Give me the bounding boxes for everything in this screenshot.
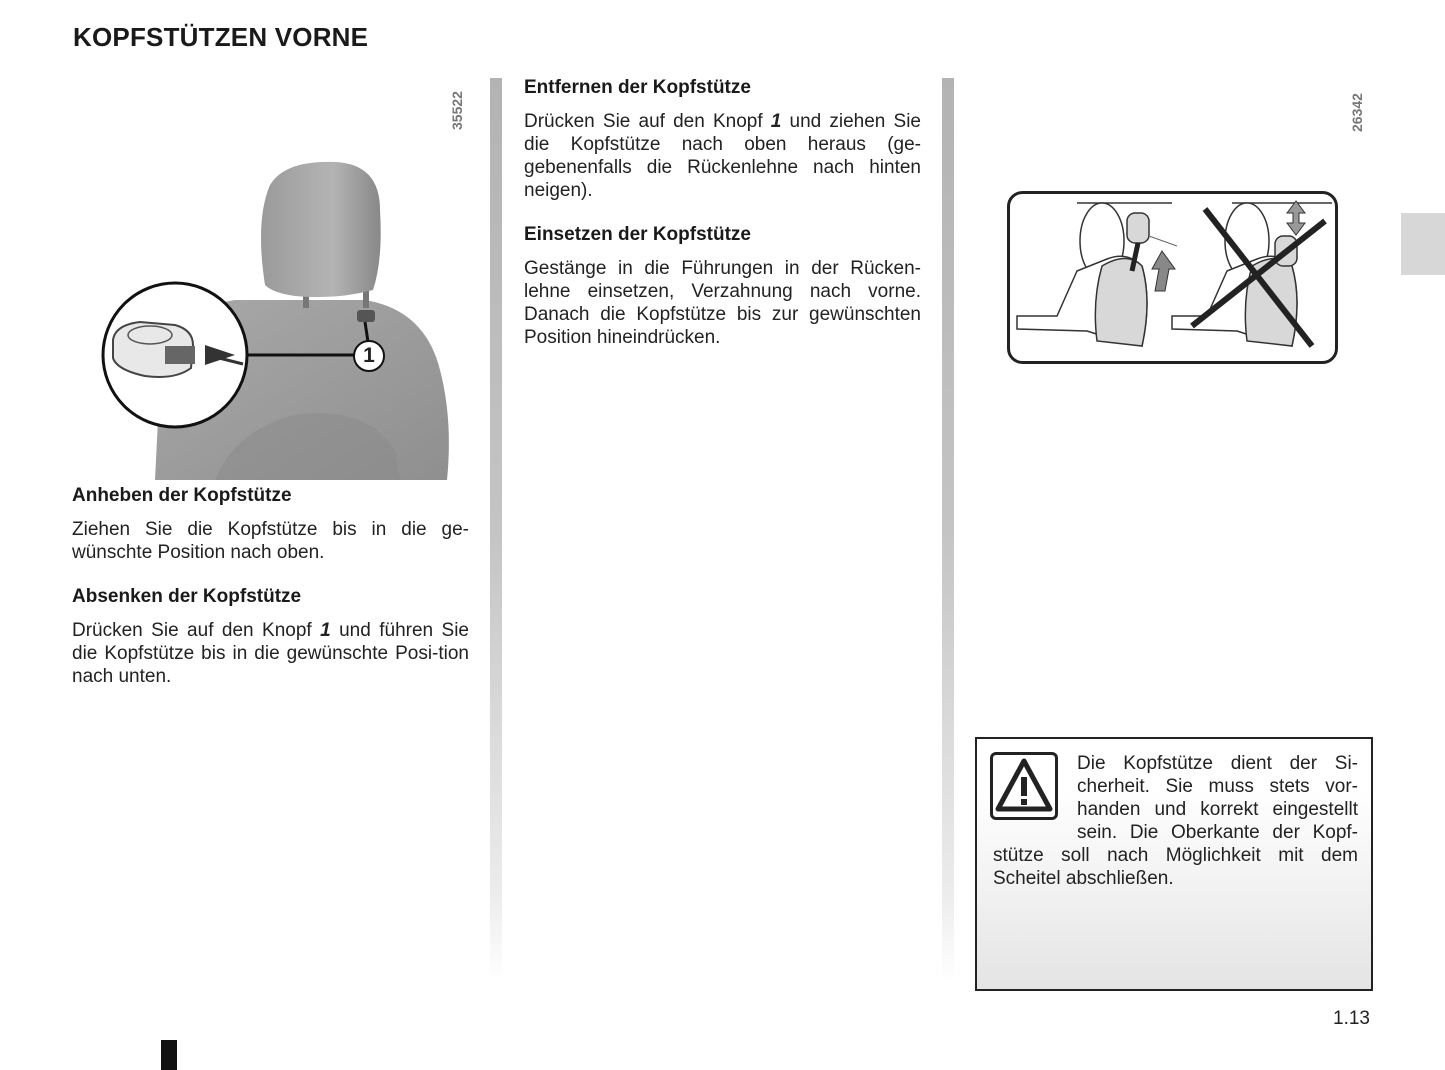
figure-id-right: 26342 (1349, 93, 1365, 132)
warning-text: Die Kopfstütze dient der Si-cherheit. Sie muss stets vor-handen und korrekt eingestellt sein. Die Oberkante der Kopf-stütze soll nach Möglichkeit mit dem Scheitel abschließen. (993, 753, 1358, 889)
page-corner-marker (161, 1040, 177, 1070)
headrest-button-illustration (95, 150, 465, 480)
section-text-lower: Drücken Sie auf den Knopf 1 und führen Sie die Kopfstütze bis in die gewünschte Posi-tion nach unten. (72, 620, 469, 687)
section-text-remove: Drücken Sie auf den Knopf 1 und ziehen Sie die Kopfstütze nach oben heraus (ge-gebenenfalls die Rückenlehne nach hinten neigen). (524, 111, 921, 201)
section-heading-raise: Anheben der Kopfstütze (72, 485, 292, 506)
section-heading-remove: Entfernen der Kopfstütze (524, 77, 751, 98)
button-reference: 1 (320, 620, 331, 641)
section-heading-lower: Absenken der Kopfstütze (72, 586, 302, 607)
warning-triangle-icon (990, 752, 1058, 820)
callout-number: 1 (353, 340, 385, 372)
section-heading-insert: Einsetzen der Kopfstütze (524, 224, 751, 245)
column-divider-right (942, 78, 954, 983)
button-reference: 1 (770, 111, 782, 132)
warning-box (975, 737, 1373, 991)
chapter-tab (1401, 213, 1445, 275)
section-text-insert: Gestänge in die Führungen in der Rücken-lehne einsetzen, Verzahnung nach vorne. Danach die Kopfstütze bis zur gewünschten Position hineindrücken. (524, 258, 921, 348)
page-title: KOPFSTÜTZEN VORNE (73, 22, 369, 52)
column-divider-left (490, 78, 502, 983)
headrest-position-illustration (1007, 191, 1338, 364)
page-number: 1.13 (1333, 1008, 1370, 1029)
section-text-raise: Ziehen Sie die Kopfstütze bis in die ge-wünschte Position nach oben. (72, 519, 469, 563)
figure-id-left: 35522 (449, 91, 465, 130)
